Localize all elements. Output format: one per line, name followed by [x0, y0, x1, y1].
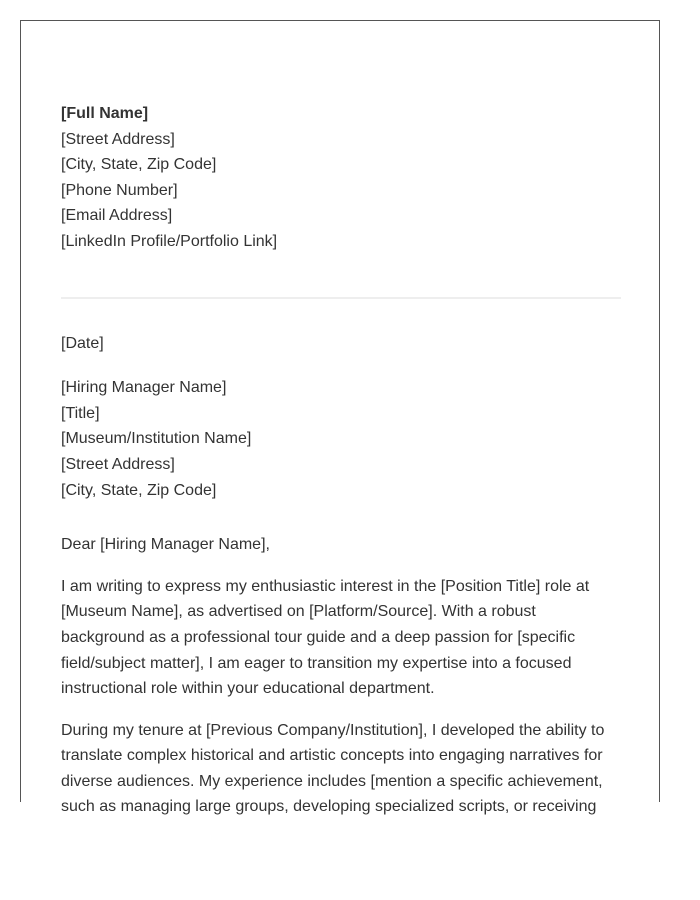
recipient-title: [Title] [61, 404, 100, 422]
sender-street-address: [Street Address] [61, 130, 175, 148]
letter-content [61, 101, 621, 820]
letter-date: [Date] [61, 334, 104, 352]
recipient-city-state-zip: [City, State, Zip Code] [61, 481, 217, 499]
recipient-block [61, 375, 621, 503]
recipient-institution: [Museum/Institution Name] [61, 430, 252, 448]
salutation: Dear [Hiring Manager Name], [61, 536, 270, 554]
letter-page [20, 20, 660, 816]
sender-profile-link: [LinkedIn Profile/Portfolio Link] [61, 232, 278, 250]
recipient-street-address: [Street Address] [61, 455, 175, 473]
sender-full-name: [Full Name] [61, 105, 149, 122]
sender-phone-number: [Phone Number] [61, 181, 178, 199]
section-divider [61, 297, 621, 299]
body-paragraph-2: During my tenure at [Previous Company/Institution], I developed the ability to translate complex historical and artistic concepts into engaging narratives for diverse audiences. My experience includes [mention a specific achievement, such as managing large groups, developing specialized scripts, or receiving [61, 721, 605, 816]
sender-email-address: [Email Address] [61, 207, 173, 225]
sender-block [61, 101, 621, 255]
recipient-name: [Hiring Manager Name] [61, 379, 227, 397]
body-paragraph-1: I am writing to express my enthusiastic interest in the [Position Title] role at [Museum Name], as advertised on [Platform/Source]. With a robust background as a professional tour guide and a deep passion for [specific field/subject matter], I am eager to transition my expertise into a focused instructional role within your educational department. [61, 577, 590, 698]
sender-city-state-zip: [City, State, Zip Code] [61, 156, 217, 174]
